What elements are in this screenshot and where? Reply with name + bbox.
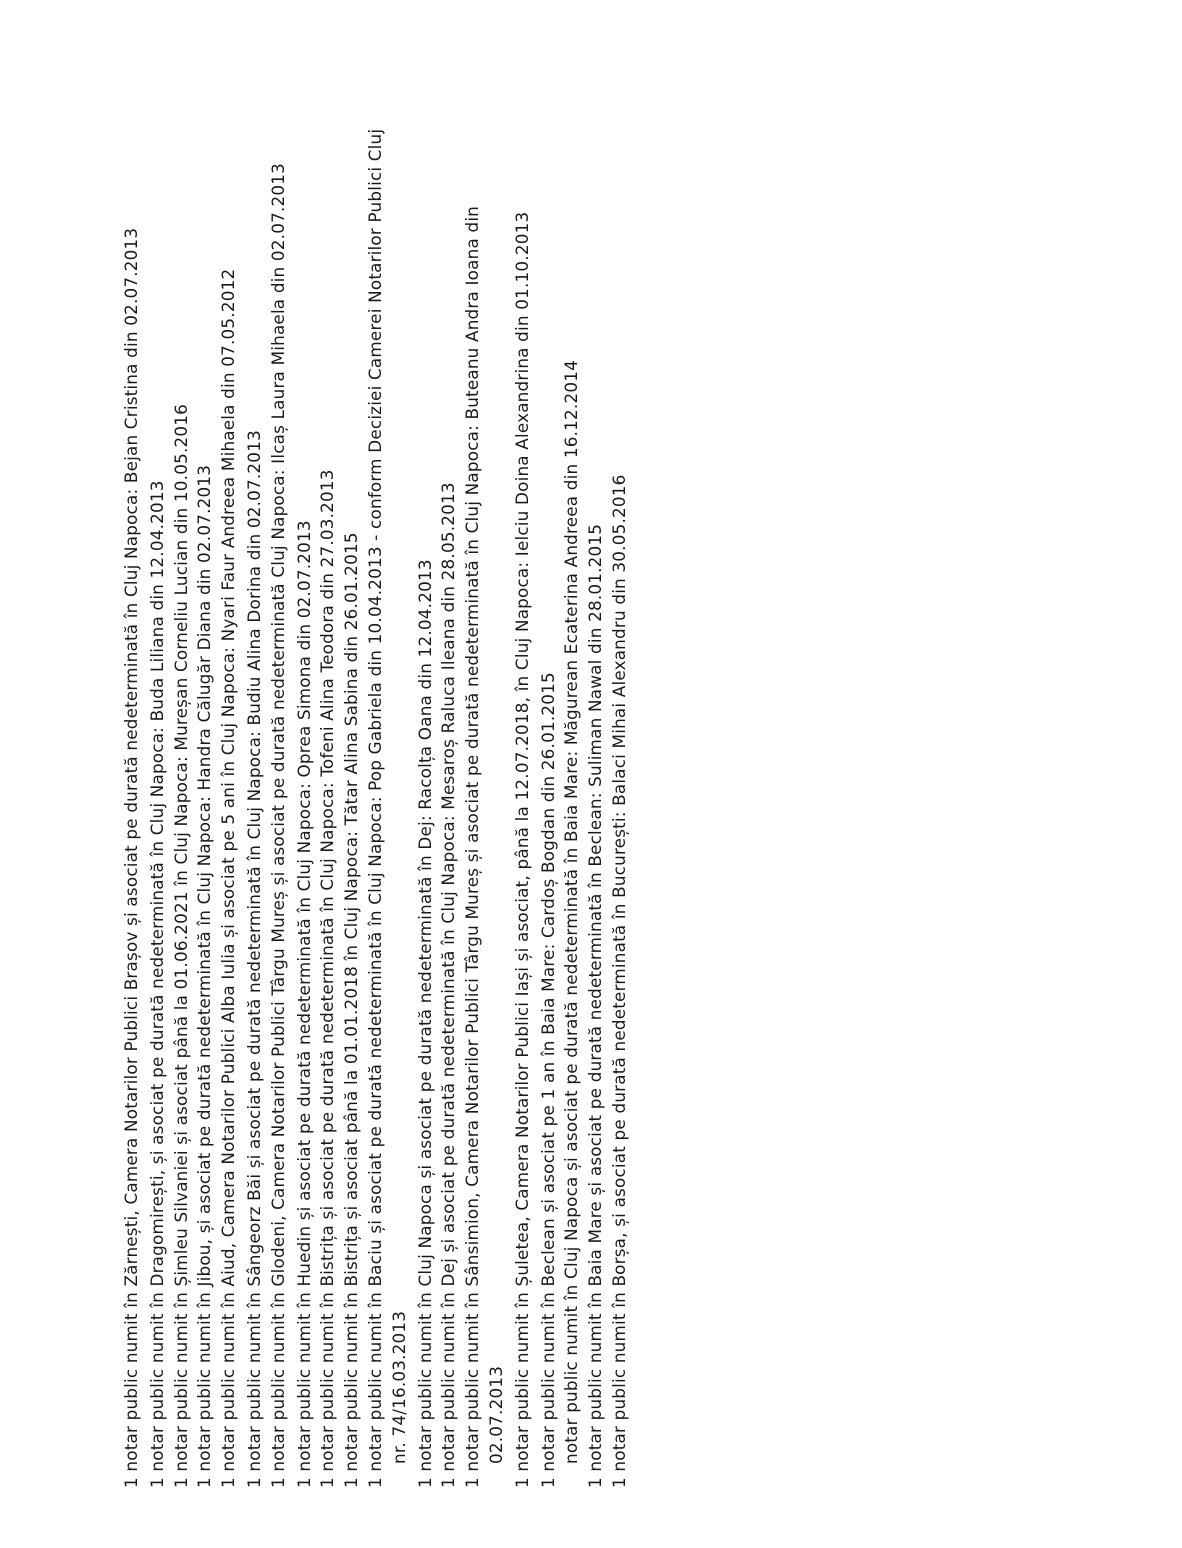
list-item: 1 notar public numit în Borșa, și asociat pe durată nedeterminată în București: Balaci Mihai Alexandru din 30.05.2016 <box>608 474 629 1488</box>
list-item: 1 notar public numit în Jibou, și asociat pe durată nedeterminată în Cluj Napoca: Handra Călugăr Diana din 02.07.2013 <box>194 464 215 1488</box>
list-item: 1 notar public numit în Sângeorz Băi și asociat pe durată nedeterminată în Cluj Napoca: Budiu Alina Dorina din 02.07.2013 <box>243 430 264 1488</box>
list-item: 1 notar public numit în Bistrița și asociat pe durată nedeterminată în Cluj Napoca: Tofeni Alina Teodora din 27.03.2013 <box>317 469 338 1488</box>
rotated-text-block <box>120 108 632 1488</box>
list-item: 1 notar public numit în Zărnești, Camera Notarilor Publici Brașov și asociat pe durată nedeterminată în Cluj Napoca: Bejan Cristina din 02.07.2013 <box>121 227 141 1488</box>
list-item: 1 notar public numit în Aiud, Camera Notarilor Publici Alba Iulia și asociat pe 5 ani în Cluj Napoca: Nyari Faur Andreea Mihaela din 07.05.2012 <box>218 268 239 1488</box>
list-item: 1 notar public numit în Șuletea, Camera Notarilor Publici Iași și asociat, până la 12.07.2018, în Cluj Napoca: Ielciu Doina Alexandrina din 01.10.2013 <box>511 211 532 1488</box>
list-item: 1 notar public numit în Baciu și asociat pe durată nedeterminată în Cluj Napoca: Pop Gabriela din 10.04.2013 - conform Deciziei Camerei Notarilor Publici Cluj nr. 74/16.03.2013 <box>364 128 409 1488</box>
list-item: 1 notar public numit în Baia Mare și asociat pe durată nedeterminată în Beclean: Suliman Nawal din 28.01.2015 <box>585 523 606 1488</box>
list-item: 1 notar public numit în Dragomirești, și asociat pe durată nedeterminată în Cluj Napoca: Buda Liliana din 12.04.2013 <box>146 480 167 1488</box>
list-item: notar public numit în Cluj Napoca și asociat pe durată nedeterminată în Baia Mare: Măgurean Ecaterina Andreea din 16.12.2014 <box>561 360 582 1464</box>
list-item: 1 notar public numit în Șimleu Silvaniei și asociat până la 01.06.2021 în Cluj Napoca: Mureșan Corneliu Lucian din 10.05.2016 <box>170 403 191 1488</box>
list-item: 1 notar public numit în Glodeni, Camera Notarilor Publici Târgu Mureș și asociat pe durată nedeterminată Cluj Napoca: Ilcaș Laura Mihaela din 02.07.2013 <box>267 163 288 1488</box>
list-item: 1 notar public numit în Bistrița și asociat până la 01.01.2018 în Cluj Napoca: Tătar Alina Sabina din 26.01.2015 <box>341 532 362 1488</box>
list-item: 1 notar public numit în Beclean și asociat pe 1 an în Baia Mare: Cardoș Bogdan din 26.01.2015 <box>537 672 558 1488</box>
list-item: 1 notar public numit în Cluj Napoca și asociat pe durată nedeterminată în Dej: Racolța Oana din 12.04.2013 <box>414 559 435 1488</box>
list-item: 1 notar public numit în Sânsimion, Camera Notarilor Publici Târgu Mureș și asociat pe durată nedeterminată în Cluj Napoca: Buteanu Andra Ioana din 02.07.2013 <box>462 205 506 1488</box>
list-item: 1 notar public numit în Dej și asociat pe durată nedeterminată în Cluj Napoca: Mesaroș Raluca Ileana din 28.05.2013 <box>438 482 459 1488</box>
list-item: 1 notar public numit în Huedin și asociat pe durată nedeterminată în Cluj Napoca: Oprea Simona din 02.07.2013 <box>293 520 314 1488</box>
